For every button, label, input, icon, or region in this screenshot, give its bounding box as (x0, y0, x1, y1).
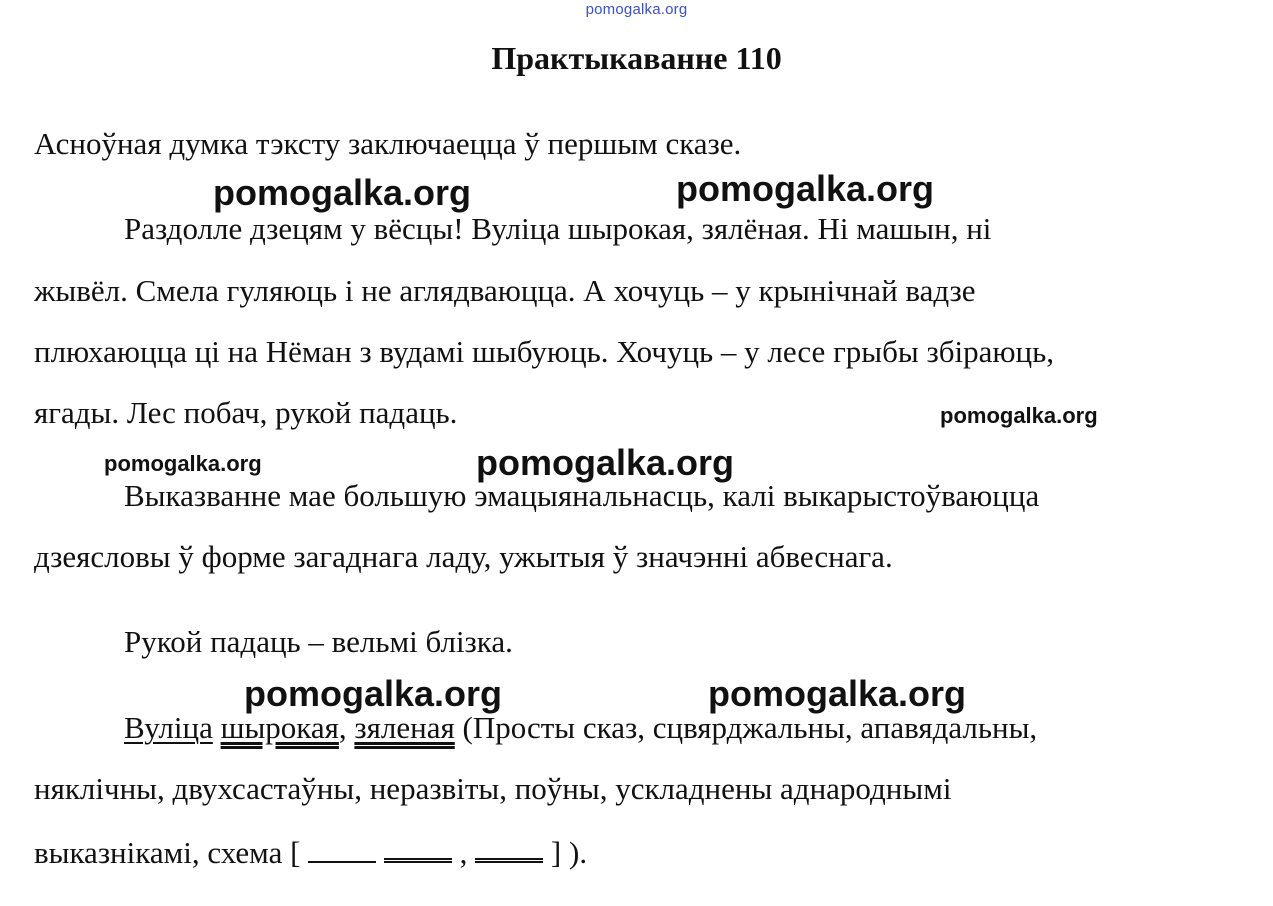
scheme-subject-line (308, 833, 376, 863)
scheme-end: ] ). (543, 835, 588, 870)
scheme-predicate-line-1 (384, 830, 452, 863)
watermark: pomogalka.org (476, 442, 735, 483)
watermark: pomogalka.org (104, 451, 262, 476)
paragraph-emotion-l2: дзеясловы ў форме загаднага ладу, ужытыя ў значэнні абвеснага. (34, 539, 893, 574)
comma: , (338, 710, 347, 745)
paragraph-emotion-l1: Выказванне мае большую эмацыянальнасць, калі выкарыстоўваюцца (124, 478, 1040, 513)
site-link[interactable]: pomogalka.org (585, 1, 688, 18)
watermark: pomogalka.org (213, 172, 472, 213)
subject-word: Вуліца (124, 710, 213, 745)
text-line-3: плюхаюцца ці на Нёман з вудамі шыбуюць. Хочуць – у лесе грыбы збіраюць, (34, 334, 1054, 369)
text-line-4: ягады. Лес побач, рукой падаць. (34, 395, 458, 430)
watermark: pomogalka.org (244, 673, 503, 714)
scheme-predicate-line-2 (475, 830, 543, 863)
predicate-word-2: зяленая (354, 710, 455, 745)
text-line-2: жывёл. Смела гуляюць і не аглядваюцца. А хочуць – у крынічнай вадзе (34, 273, 976, 308)
watermark: pomogalka.org (940, 403, 1098, 428)
analysis-text: (Просты сказ, сцвярджальны, апавядальны, (454, 710, 1038, 745)
scheme-comma: , (451, 835, 476, 870)
paragraph-main-idea: Асноўная думка тэксту заключаецца ў першым сказе. (34, 126, 742, 161)
scheme-label: выказнікамі, схема [ (34, 835, 309, 870)
watermark: pomogalka.org (708, 673, 967, 714)
predicate-word-1: шырокая (220, 710, 339, 745)
analysis-line-3 (34, 830, 587, 873)
watermark: pomogalka.org (676, 168, 935, 209)
text-line-1: Раздолле дзецям у вёсцы! Вуліца шырокая, зялёная. Ні машын, ні (124, 211, 992, 246)
analysis-line-2: няклічны, двухсастаўны, неразвіты, поўны, ускладнены аднароднымі (34, 771, 952, 806)
phrase-meaning: Рукой падаць – вельмі блізка. (124, 624, 513, 659)
page-title: Практыкаванне 110 (491, 40, 782, 76)
